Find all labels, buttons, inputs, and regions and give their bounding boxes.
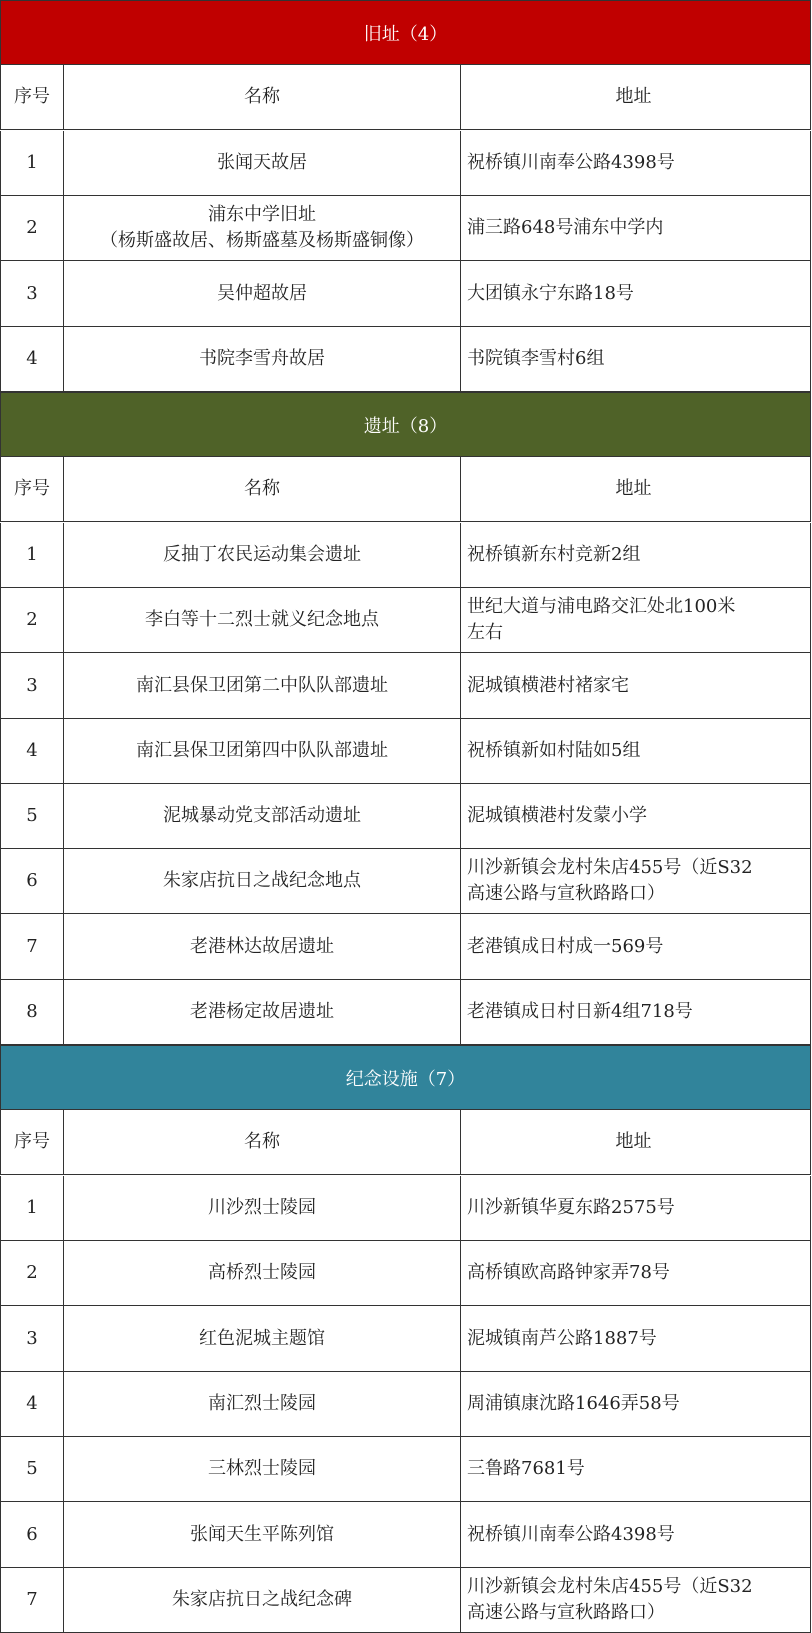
row-index: [0, 849, 63, 914]
row-index: [0, 588, 63, 653]
row-address-text: 高速公路与宣秋路路口）: [467, 883, 665, 904]
table-row: [0, 849, 811, 914]
table-row: [0, 719, 811, 784]
row-address: [460, 914, 811, 980]
row-index-text: 1: [26, 544, 38, 565]
row-name-text: 南汇县保卫团第四中队队部遗址: [136, 740, 388, 761]
table-row: [0, 653, 811, 719]
row-address: [460, 327, 811, 392]
row-name-text: 朱家店抗日之战纪念碑: [172, 1589, 352, 1610]
row-address-text: 世纪大道与浦电路交汇处北100米: [467, 596, 736, 617]
column-header-row: [0, 1110, 811, 1175]
row-address-text: 祝桥镇川南奉公路4398号: [467, 1523, 675, 1545]
row-index: [0, 1306, 63, 1372]
row-index-text: 4: [26, 740, 38, 761]
row-address: [460, 1502, 811, 1568]
row-address-text: 高速公路与宣秋路路口）: [467, 1602, 665, 1623]
header-index-text: 序号: [14, 1131, 50, 1152]
row-name-text: 李白等十二烈士就义纪念地点: [145, 609, 379, 630]
header-index-text: 序号: [14, 478, 50, 499]
header-name: [63, 65, 460, 130]
row-name-text: 高桥烈士陵园: [208, 1262, 316, 1283]
row-address-text: 川沙新镇华夏东路2575号: [467, 1197, 675, 1218]
table-row: [0, 1372, 811, 1437]
row-address-text: 左右: [467, 622, 503, 643]
header-index: [0, 65, 63, 130]
row-index: [0, 1372, 63, 1437]
header-address: [460, 457, 811, 522]
row-address: [460, 719, 811, 784]
row-index-text: 1: [26, 1197, 38, 1218]
table-row: [0, 131, 811, 196]
row-name-text: 老港林达故居遗址: [190, 935, 334, 957]
row-name: [63, 914, 460, 980]
row-index-text: 4: [26, 1393, 38, 1414]
header-address: [460, 65, 811, 130]
row-name: [63, 1306, 460, 1372]
row-address: [460, 1568, 811, 1633]
table-row: [0, 523, 811, 588]
header-name: [63, 457, 460, 522]
row-name-text: 张闻天生平陈列馆: [190, 1523, 334, 1545]
row-index: [0, 1176, 63, 1241]
row-address-text: 高桥镇欧高路钟家弄78号: [467, 1262, 670, 1283]
row-name: [63, 784, 460, 849]
table-row: [0, 588, 811, 653]
header-name: [63, 1110, 460, 1175]
row-name: [63, 1437, 460, 1502]
row-name-text: 南汇县保卫团第二中队队部遗址: [136, 674, 388, 696]
row-index: [0, 1241, 63, 1306]
row-name-text: 反抽丁农民运动集会遗址: [163, 544, 361, 565]
row-address: [460, 196, 811, 261]
row-address-text: 祝桥镇新如村陆如5组: [467, 740, 641, 761]
table-row: [0, 1568, 811, 1633]
row-index: [0, 980, 63, 1045]
row-address-text: 老港镇成日村成一569号: [467, 935, 664, 957]
table-row: [0, 327, 811, 392]
row-name: [63, 131, 460, 196]
table-row: [0, 261, 811, 327]
row-name-text: （杨斯盛故居、杨斯盛墓及杨斯盛铜像）: [100, 230, 424, 251]
row-name-text: 吴仲超故居: [217, 282, 307, 304]
row-name: [63, 588, 460, 653]
header-name-text: 名称: [244, 1131, 280, 1152]
header-address-text: 地址: [615, 1131, 652, 1152]
row-address: [460, 523, 811, 588]
row-address-text: 祝桥镇川南奉公路4398号: [467, 152, 675, 173]
row-index-text: 4: [26, 348, 38, 369]
row-index: [0, 784, 63, 849]
column-header-row: [0, 457, 811, 522]
row-name: [63, 196, 460, 261]
row-address-text: 祝桥镇新东村竞新2组: [467, 544, 641, 565]
row-address-text: 三鲁路7681号: [467, 1458, 585, 1479]
row-address-text: 老港镇成日村日新4组718号: [467, 1001, 693, 1022]
row-name: [63, 261, 460, 327]
header-address-text: 地址: [615, 478, 652, 499]
row-index: [0, 131, 63, 196]
row-name: [63, 849, 460, 914]
header-address-text: 地址: [615, 86, 652, 107]
table-row: [0, 1437, 811, 1502]
row-address: [460, 653, 811, 719]
table-row: [0, 914, 811, 980]
column-header-row: [0, 65, 811, 130]
section-title: 遗址（8）: [0, 392, 811, 457]
row-address: [460, 849, 811, 914]
row-name-text: 书院李雪舟故居: [199, 348, 325, 369]
row-address-text: 泥城镇南芦公路1887号: [467, 1327, 657, 1349]
row-name-text: 川沙烈士陵园: [208, 1197, 316, 1218]
row-name: [63, 327, 460, 392]
table-row: [0, 1241, 811, 1306]
header-address: [460, 1110, 811, 1175]
row-name-text: 老港杨定故居遗址: [190, 1001, 334, 1022]
row-address: [460, 784, 811, 849]
row-index-text: 6: [26, 870, 38, 891]
row-index-text: 3: [26, 1327, 38, 1349]
row-index: [0, 719, 63, 784]
row-index-text: 5: [26, 1458, 38, 1479]
row-index: [0, 1568, 63, 1633]
row-index-text: 5: [26, 805, 38, 826]
row-address: [460, 131, 811, 196]
row-address: [460, 588, 811, 653]
header-index: [0, 457, 63, 522]
table-row: [0, 1306, 811, 1372]
row-index-text: 7: [26, 935, 38, 957]
row-name: [63, 1176, 460, 1241]
table-row: [0, 980, 811, 1045]
row-name-text: 浦东中学旧址: [208, 204, 316, 225]
row-index-text: 7: [26, 1589, 38, 1610]
row-index: [0, 261, 63, 327]
row-address: [460, 980, 811, 1045]
table-row: [0, 1502, 811, 1568]
section-title: 纪念设施（7）: [0, 1045, 811, 1110]
row-index-text: 6: [26, 1523, 38, 1545]
row-name-text: 朱家店抗日之战纪念地点: [163, 870, 361, 891]
row-index: [0, 1437, 63, 1502]
row-address: [460, 1241, 811, 1306]
row-index-text: 2: [26, 1262, 38, 1283]
row-name-text: 张闻天故居: [217, 152, 307, 173]
section-title: 旧址（4）: [0, 0, 811, 65]
row-name-text: 三林烈士陵园: [208, 1458, 316, 1479]
row-address-text: 浦三路648号浦东中学内: [467, 217, 664, 238]
row-address-text: 泥城镇横港村褚家宅: [467, 674, 629, 696]
row-name: [63, 653, 460, 719]
row-index-text: 2: [26, 609, 38, 630]
table-row: [0, 1176, 811, 1241]
row-index: [0, 327, 63, 392]
row-address-text: 泥城镇横港村发蒙小学: [467, 805, 647, 826]
row-address-text: 周浦镇康沈路1646弄58号: [467, 1393, 680, 1414]
row-name: [63, 719, 460, 784]
row-address-text: 书院镇李雪村6组: [467, 348, 605, 369]
row-address-text: 川沙新镇会龙村朱店455号（近S32: [467, 857, 753, 878]
row-index-text: 8: [26, 1001, 38, 1022]
row-index: [0, 196, 63, 261]
row-name: [63, 980, 460, 1045]
row-index: [0, 1502, 63, 1568]
header-index-text: 序号: [14, 86, 50, 107]
row-name: [63, 1502, 460, 1568]
row-address: [460, 1306, 811, 1372]
row-name: [63, 523, 460, 588]
row-index-text: 3: [26, 674, 38, 696]
row-name-text: 泥城暴动党支部活动遗址: [163, 805, 361, 826]
row-address: [460, 1176, 811, 1241]
header-index: [0, 1110, 63, 1175]
row-name: [63, 1568, 460, 1633]
row-index-text: 3: [26, 282, 38, 304]
row-index-text: 2: [26, 217, 38, 238]
row-index: [0, 653, 63, 719]
row-index: [0, 914, 63, 980]
row-name: [63, 1241, 460, 1306]
row-name: [63, 1372, 460, 1437]
row-index: [0, 523, 63, 588]
row-index-text: 1: [26, 152, 38, 173]
table-row: [0, 784, 811, 849]
row-address: [460, 261, 811, 327]
row-name-text: 红色泥城主题馆: [199, 1327, 325, 1349]
row-name-text: 南汇烈士陵园: [208, 1393, 316, 1414]
row-address: [460, 1437, 811, 1502]
header-name-text: 名称: [244, 86, 280, 107]
row-address: [460, 1372, 811, 1437]
header-name-text: 名称: [244, 478, 280, 499]
table-row: [0, 196, 811, 261]
row-address-text: 大团镇永宁东路18号: [467, 282, 634, 304]
row-address-text: 川沙新镇会龙村朱店455号（近S32: [467, 1576, 753, 1597]
